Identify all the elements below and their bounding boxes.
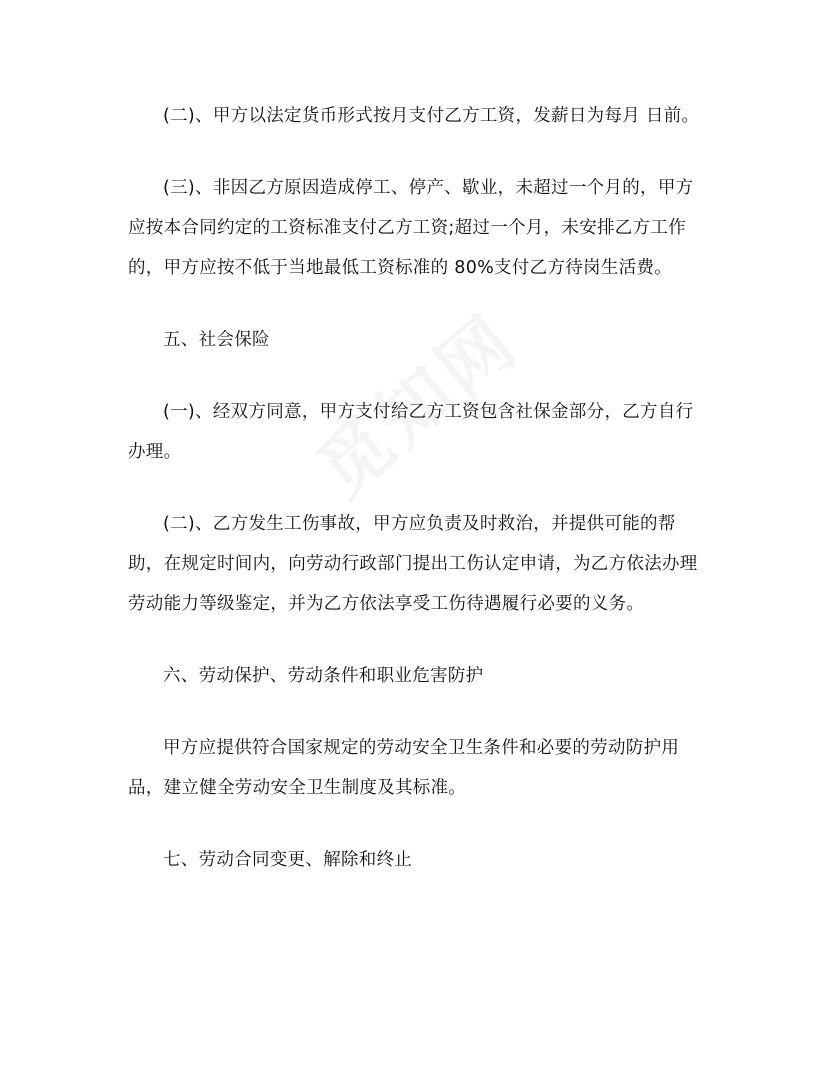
section-heading-contract-changes: 七、劳动合同变更、解除和终止 <box>163 850 413 870</box>
paragraph-work-injury: (二)、乙方发生工伤事故，甲方应负责及时救治，并提供可能的帮助，在规定时间内，向劳动行政部门提出工伤认定申请，为乙方依法办理劳动能力等级鉴定，并为乙方依法享受工伤待遇履行必要的义务。 <box>128 514 698 614</box>
paragraph-labor-protection: 甲方应提供符合国家规定的劳动安全卫生条件和必要的劳动防护用品，建立健全劳动安全卫生制度及其标准。 <box>128 738 680 798</box>
document-body <box>128 96 706 880</box>
paragraph-social-insurance: (一)、经双方同意，甲方支付给乙方工资包含社保金部分，乙方自行办理。 <box>128 402 694 462</box>
paragraph-wage-payment: (二)、甲方以法定货币形式按月支付乙方工资，发薪日为每月 日前。 <box>163 106 700 126</box>
section-heading-social-insurance: 五、社会保险 <box>163 330 270 350</box>
paragraph-work-stoppage: (三)、非因乙方原因造成停工、停产、歇业，未超过一个月的，甲方应按本合同约定的工资标准支付乙方工资;超过一个月，未安排乙方工作的，甲方应按不低于当地最低工资标准的 80%支付乙方待岗生活费。 <box>128 178 694 278</box>
section-heading-labor-protection: 六、劳动保护、劳动条件和职业危害防护 <box>163 666 484 686</box>
